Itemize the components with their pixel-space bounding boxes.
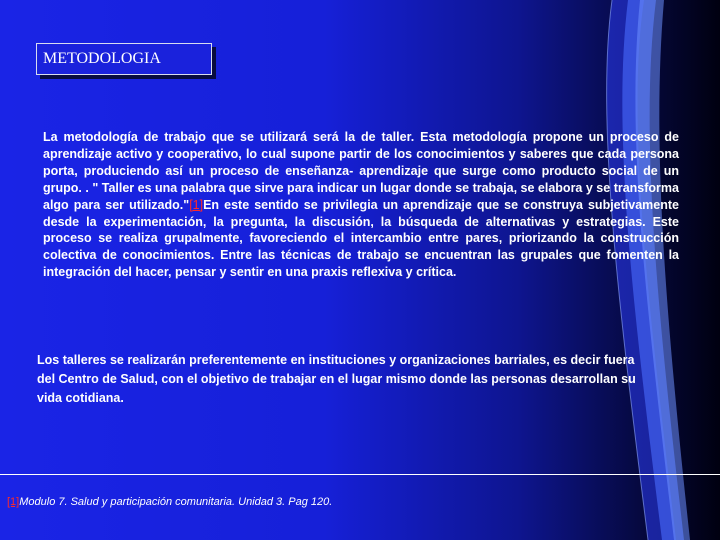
paragraph-text-before: La metodología de trabajo que se utilizará será la de taller. Esta metodología propone un proceso de aprendizaje activo y cooperativo, lo cual supone partir de los conocimientos y saberes que cada persona porta, produciendo así un proceso de enseñanza- aprendizaje que surge como producto social de un grupo. . " Taller es una palabra que sirve para indicar un lugar donde se trabaja, se elabora y se transforma algo para ser utilizado." xyxy=(43,130,679,212)
footnote-link[interactable]: [1] xyxy=(189,197,204,212)
slide-title: METODOLOGIA xyxy=(43,50,161,67)
footnote-marker[interactable]: [1] xyxy=(7,496,20,508)
paragraph-text-after: En este sentido se privilegia un aprendizaje que se construya subjetivamente desde la experimentación, la pregunta, la discusión, la búsqueda de alternativas y estrategias. Este proceso se realiza grupalmente, favoreciendo el intercambio entre pares, priorizando la construcción colectiva de conocimientos. Entre las técnicas de trabajo se encuentran las grupales que fomenten la integración del hacer, pensar y sentir en una praxis reflexiva y crítica. xyxy=(43,197,679,280)
footnote xyxy=(7,496,332,508)
footnote-text: Modulo 7. Salud y participación comunitaria. Unidad 3. Pag 120. xyxy=(19,496,333,508)
methodology-paragraph xyxy=(43,129,679,281)
workshops-paragraph: Los talleres se realizarán preferentemente en instituciones y organizaciones barriales, es decir fuera del Centro de Salud, con el objetivo de trabajar en el lugar mismo donde las personas desarrollan su vida cotidiana. xyxy=(37,353,636,405)
footnote-separator xyxy=(0,474,720,475)
title-box xyxy=(36,43,212,75)
